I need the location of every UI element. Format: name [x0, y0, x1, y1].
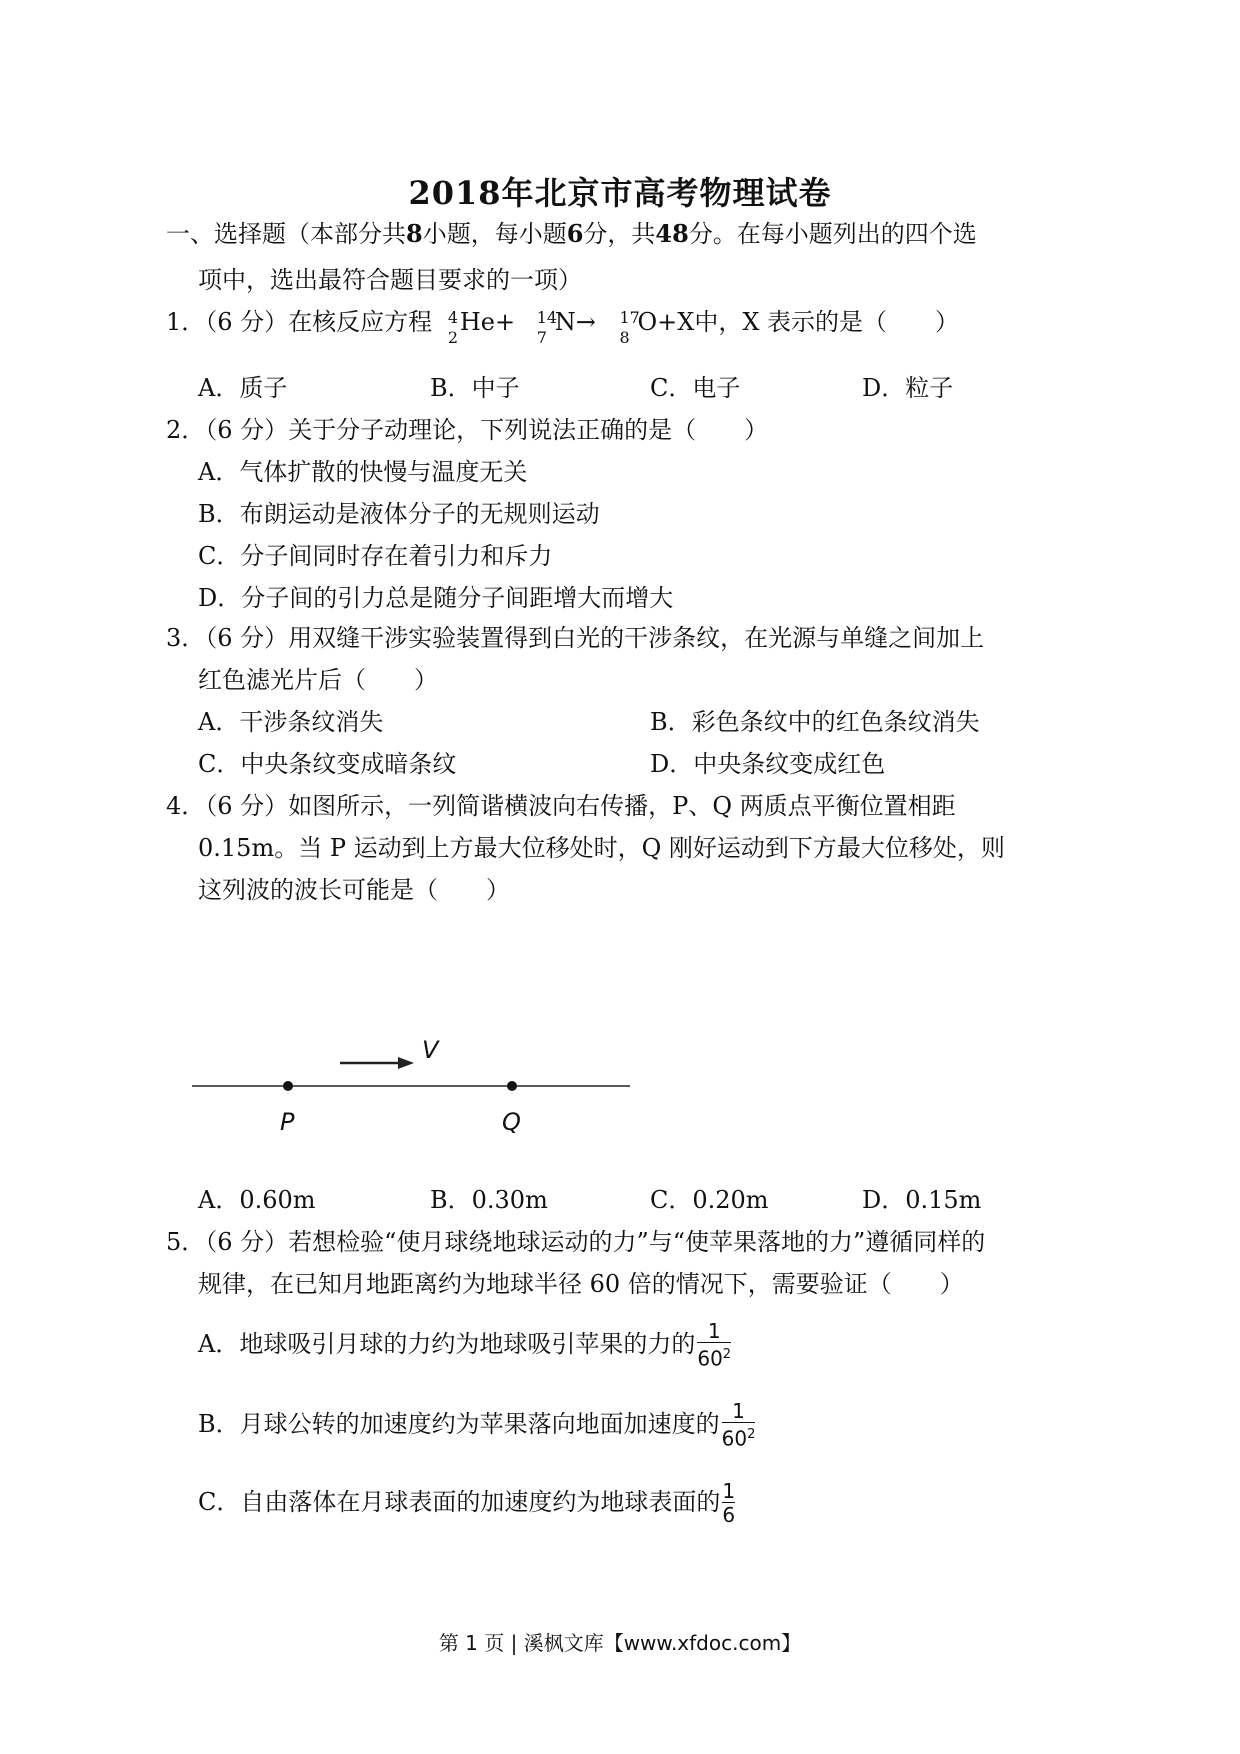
fraction: [722, 1480, 735, 1527]
question-4-stem-line3: 这列波的波长可能是（ ）: [198, 876, 510, 904]
question-score: （6 分）: [205, 308, 289, 336]
nuclide-symbol: O+X: [637, 308, 695, 336]
question-score: （6 分）: [205, 416, 289, 444]
option-text: A．地球吸引月球的力约为地球吸引苹果的力的: [198, 1330, 696, 1358]
section-total: 48: [655, 219, 689, 248]
fraction: [697, 1320, 731, 1371]
p-label: P: [280, 1108, 295, 1136]
nuclide-symbol: He+: [459, 308, 516, 336]
section-header: [166, 216, 977, 252]
nuclide-oxygen: [619, 304, 695, 347]
question-4-option-a: A．0.60m: [198, 1186, 316, 1214]
question-4-option-d: D．0.15m: [862, 1186, 982, 1214]
question-4-stem: [166, 788, 956, 824]
question-5-stem: [166, 1224, 985, 1260]
question-score: （6 分）: [205, 624, 289, 652]
arrow-head-icon: [398, 1057, 414, 1069]
question-1-option-b: B．中子: [430, 374, 520, 402]
question-number: 2．: [166, 416, 206, 444]
question-5-stem-line2: 规律，在已知月地距离约为地球半径 60 倍的情况下，需要验证（ ）: [198, 1270, 964, 1298]
question-4-stem-line2: 0.15m。当 P 运动到上方最大位移处时，Q 刚好运动到下方最大位移处，则: [198, 834, 1005, 862]
fraction-numerator: 1: [707, 1319, 721, 1344]
fraction-numerator: 1: [722, 1479, 736, 1503]
fraction: [722, 1400, 756, 1451]
question-5-option-a: [198, 1316, 731, 1372]
point-q: [507, 1081, 517, 1091]
question-3-stem: [166, 620, 984, 656]
question-4-option-b: B．0.30m: [430, 1186, 548, 1214]
fraction-denominator: 6: [722, 1503, 736, 1527]
question-2-option-a: A．气体扩散的快慢与温度无关: [198, 458, 528, 486]
question-3-option-d: D．中央条纹变成红色: [650, 750, 886, 778]
fraction-denominator: [722, 1423, 756, 1451]
fraction-numerator: 1: [732, 1399, 745, 1424]
section-text: 分，共: [583, 220, 656, 248]
atomic-number: 8: [619, 328, 630, 347]
question-3-option-a: A．干涉条纹消失: [198, 708, 384, 736]
denominator-base: 60: [721, 1426, 748, 1451]
q-label: Q: [502, 1108, 521, 1136]
question-number: 1．: [166, 308, 206, 336]
question-1-stem: [166, 304, 960, 347]
question-text: 如图所示，一列简谐横波向右传播，P、Q 两质点平衡位置相距: [288, 792, 956, 820]
question-5-option-c: [198, 1474, 735, 1530]
denominator-exponent: 2: [747, 1427, 756, 1443]
mass-number: 14: [536, 308, 558, 327]
nuclide-helium: [447, 304, 516, 347]
section-text: 一、选择题（本部分共: [166, 220, 406, 248]
question-1-option-c: C．电子: [650, 374, 741, 402]
question-1-option-d: D．粒子: [862, 374, 954, 402]
question-text: 中，X 表示的是（ ）: [694, 308, 960, 336]
question-5-option-b: [198, 1396, 755, 1452]
denominator-exponent: 2: [722, 1347, 732, 1363]
question-2-option-c: C．分子间同时存在着引力和斥力: [198, 542, 553, 570]
section-per: 6: [566, 219, 584, 248]
option-text: B．月球公转的加速度约为苹果落向地面加速度的: [198, 1410, 720, 1438]
question-text: 用双缝干涉实验装置得到白光的干涉条纹，在光源与单缝之间加上: [288, 624, 985, 652]
fraction-denominator: [697, 1343, 731, 1371]
section-text: 分。在每小题列出的四个选: [688, 220, 977, 248]
nuclide-symbol: N→: [554, 308, 596, 336]
atomic-number: 7: [536, 328, 547, 347]
question-3-option-c: C．中央条纹变成暗条纹: [198, 750, 457, 778]
denominator-base: 60: [697, 1346, 723, 1371]
question-3-option-b: B．彩色条纹中的红色条纹消失: [650, 708, 980, 736]
option-text: C．自由落体在月球表面的加速度约为地球表面的: [198, 1488, 721, 1516]
question-4-option-c: C．0.20m: [650, 1186, 769, 1214]
question-number: 3．: [166, 624, 206, 652]
question-text: 在核反应方程: [288, 308, 433, 336]
section-text: 小题，每小题: [422, 220, 567, 248]
question-number: 5．: [166, 1228, 206, 1256]
mass-number: 17: [619, 308, 640, 327]
mass-number: 4: [447, 308, 459, 327]
question-2-stem: [166, 412, 768, 448]
question-text: 若想检验“使月球绕地球运动的力”与“使苹果落地的力”遵循同样的: [288, 1228, 986, 1256]
nuclide-nitrogen: [536, 304, 596, 347]
question-score: （6 分）: [205, 1228, 289, 1256]
question-1-option-a: A．质子: [198, 374, 288, 402]
section-header-line2: 项中，选出最符合题目要求的一项）: [198, 266, 582, 294]
atomic-number: 2: [447, 328, 459, 347]
page-footer: 第 1 页 | 溪枫文库【www.xfdoc.com】: [438, 1631, 802, 1655]
question-text: 关于分子动理论，下列说法正确的是（ ）: [288, 416, 769, 444]
velocity-label: V: [422, 1036, 439, 1064]
question-2-option-d: D．分子间的引力总是随分子间距增大而增大: [198, 584, 674, 612]
page-title: 2018年北京市高考物理试卷: [408, 174, 832, 212]
wave-figure: [190, 1028, 650, 1138]
question-3-stem-line2: 红色滤光片后（ ）: [198, 666, 438, 694]
question-number: 4．: [166, 792, 206, 820]
point-p: [283, 1081, 293, 1091]
section-count: 8: [406, 219, 423, 248]
question-score: （6 分）: [205, 792, 289, 820]
question-2-option-b: B．布朗运动是液体分子的无规则运动: [198, 500, 600, 528]
